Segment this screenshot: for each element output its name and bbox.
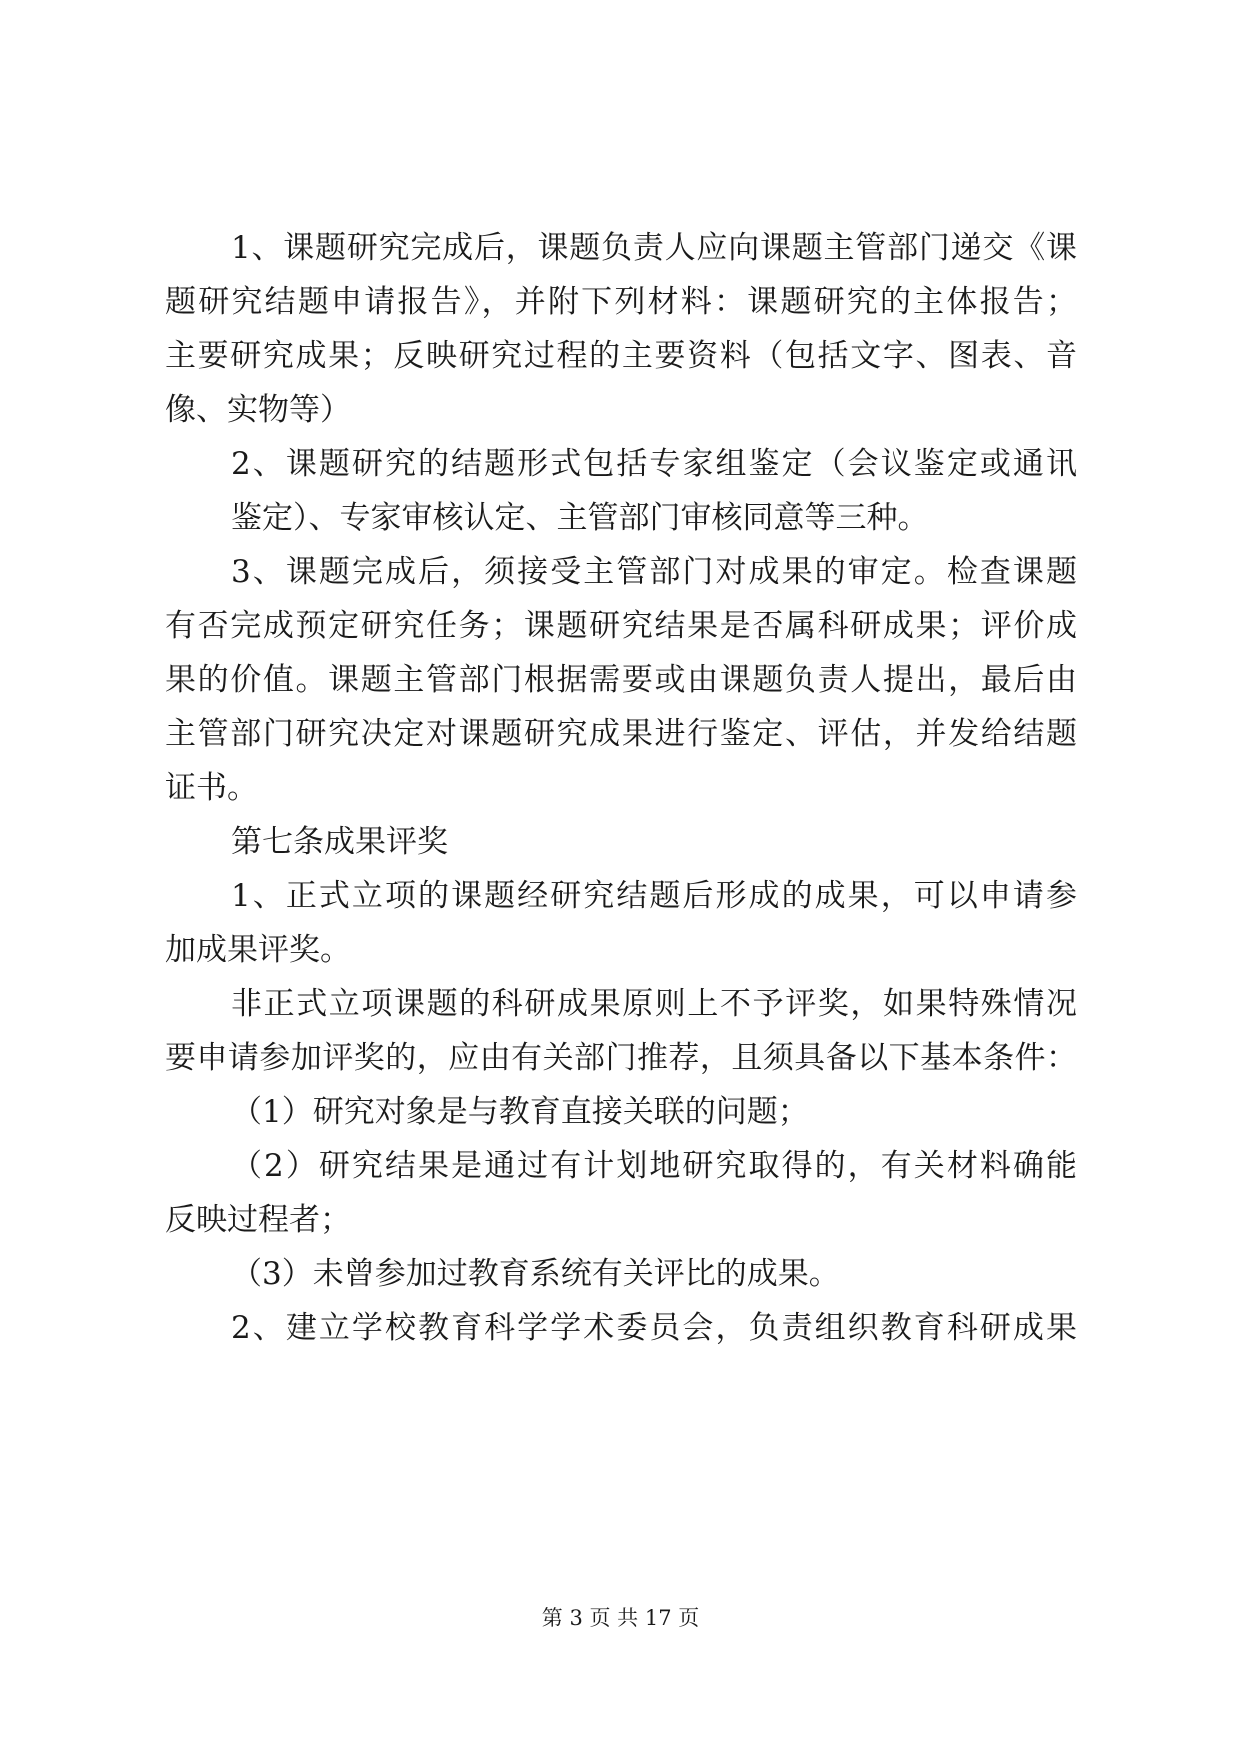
text-line: 要申请参加评奖的，应由有关部门推荐，且须具备以下基本条件： <box>165 1040 1077 1076</box>
text-line: 3、课题完成后，须接受主管部门对成果的审定。检查课题 <box>231 554 1077 590</box>
text-line: 1、正式立项的课题经研究结题后形成的成果，可以申请参 <box>231 878 1077 914</box>
text-line: 2、课题研究的结题形式包括专家组鉴定（会议鉴定或通讯 <box>231 446 1077 482</box>
text-line: 果的价值。课题主管部门根据需要或由课题负责人提出，最后由 <box>165 662 1077 698</box>
section-heading: 第七条成果评奖 <box>231 824 448 860</box>
text-line: 证书。 <box>165 770 258 806</box>
text-line: 反映过程者； <box>165 1202 351 1238</box>
text-line: 有否完成预定研究任务；课题研究结果是否属科研成果；评价成 <box>165 608 1077 644</box>
text-line: （1）研究对象是与教育直接关联的问题； <box>231 1094 809 1130</box>
page-number-footer: 第 3 页 共 17 页 <box>541 1606 700 1630</box>
text-line: 鉴定）、专家审核认定、主管部门审核同意等三种。 <box>231 500 929 536</box>
text-line: 主要研究成果；反映研究过程的主要资料（包括文字、图表、音 <box>165 338 1077 374</box>
text-line: 像、实物等） <box>165 392 351 428</box>
text-line: 非正式立项课题的科研成果原则上不予评奖，如果特殊情况 <box>231 986 1077 1022</box>
text-line: （3）未曾参加过教育系统有关评比的成果。 <box>231 1256 840 1292</box>
text-line: 题研究结题申请报告》，并附下列材料：课题研究的主体报告； <box>165 284 1077 320</box>
text-line: 1、课题研究完成后，课题负责人应向课题主管部门递交《课 <box>231 230 1077 266</box>
text-line: 主管部门研究决定对课题研究成果进行鉴定、评估，并发给结题 <box>165 716 1077 752</box>
text-line: 加成果评奖。 <box>165 932 351 968</box>
text-line: 2、建立学校教育科学学术委员会，负责组织教育科研成果 <box>231 1310 1077 1346</box>
text-line: （2）研究结果是通过有计划地研究取得的，有关材料确能 <box>231 1148 1077 1184</box>
